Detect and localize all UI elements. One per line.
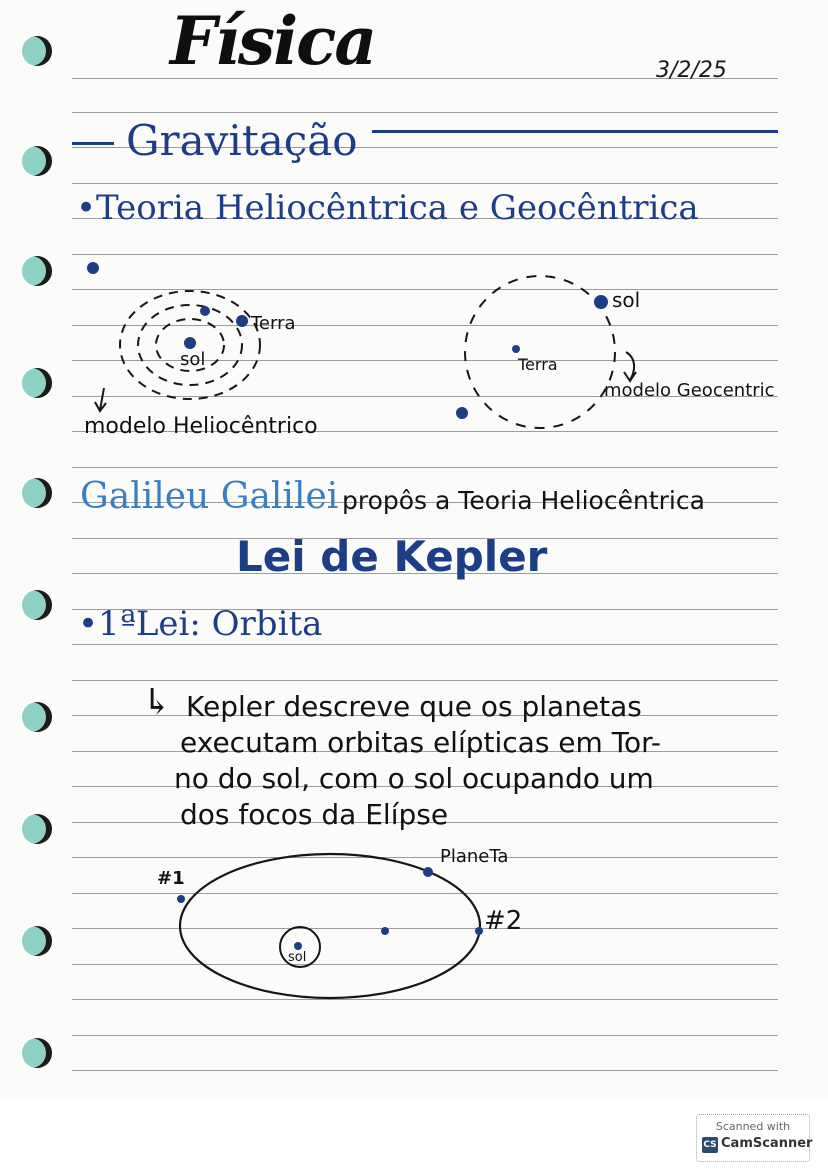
galileo-text: propôs a Teoria Heliocêntrica — [342, 486, 705, 515]
extra-dot-geo — [456, 407, 468, 419]
earth-dot-geo — [512, 345, 520, 353]
earth-dot-helio — [236, 315, 248, 327]
kepler-title: Lei de Kepler — [236, 532, 548, 581]
kepler-line-1: Kepler descreve que os planetas — [186, 690, 642, 723]
arrow-helio — [95, 388, 106, 411]
camscanner-text: CamScanner — [721, 1136, 813, 1151]
ellipse-sun-label: sol — [288, 950, 307, 965]
planet-label: PlaneTa — [440, 846, 509, 867]
arrow-glyph: ↳ — [142, 682, 173, 723]
geo-earth-label: Terra — [518, 355, 558, 374]
planet-dot — [423, 867, 433, 877]
scanned-with-text: Scanned with — [715, 1120, 791, 1133]
kepler-line-3: no do sol, com o sol ocupando um — [174, 762, 654, 795]
focus-dot — [381, 927, 389, 935]
geocentric-diagram — [465, 276, 615, 428]
topic-heading: •Teoria Heliocêntrica e Geocêntrica — [76, 188, 699, 228]
planet-dot-helio — [200, 306, 210, 316]
point2-dot — [475, 927, 483, 935]
point1-dot — [177, 895, 185, 903]
page-title: Física — [170, 2, 376, 80]
orbit-ellipse — [180, 854, 480, 998]
kepler-line-4: dos focos da Elípse — [180, 798, 449, 831]
camscanner-logo-icon: CS — [702, 1137, 718, 1153]
point2-label: #2 — [484, 906, 523, 936]
helio-sun-label: sol — [180, 349, 206, 370]
sun-dot-geo — [594, 295, 608, 309]
sun-dot-ellipse — [294, 942, 302, 950]
page-date: 3/2/25 — [656, 58, 727, 83]
arrow-geo — [624, 352, 636, 381]
orbit-geo — [465, 276, 615, 428]
bullet-dot — [87, 262, 99, 274]
kepler-line-2: executam orbitas elípticas em Tor- — [180, 726, 662, 759]
point1-label: #1 — [157, 868, 185, 889]
sun-dot-helio — [184, 337, 196, 349]
section-subtitle: Gravitação — [126, 116, 358, 165]
helio-earth-label: Terra — [251, 313, 296, 334]
camscanner-badge — [696, 1114, 813, 1162]
galileo-name: Galileu Galilei — [80, 476, 339, 517]
geo-sun-label: sol — [612, 288, 641, 312]
kepler-law1: •1ªLei: Orbita — [78, 604, 323, 644]
helio-caption: modelo Heliocêntrico — [84, 414, 318, 439]
geo-caption: modelo Geocentric — [604, 380, 775, 401]
